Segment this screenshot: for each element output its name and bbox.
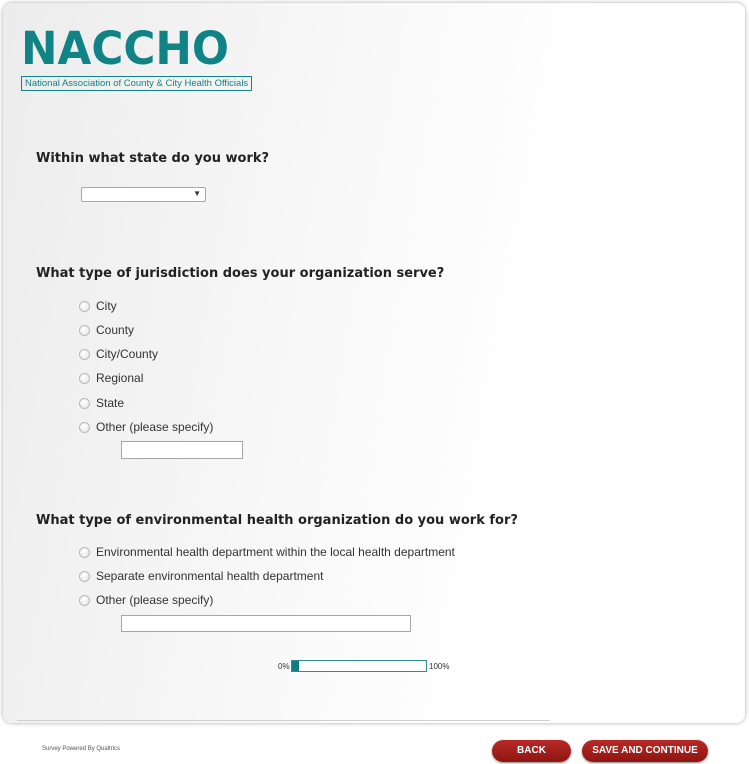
state-select[interactable] xyxy=(81,187,206,202)
option-label: Environmental health department within the local health department xyxy=(96,545,455,559)
option-label: Separate environmental health department xyxy=(96,569,324,583)
radio-button[interactable] xyxy=(79,547,90,558)
divider xyxy=(17,720,550,721)
back-button[interactable]: BACK xyxy=(492,740,571,762)
eh-other-input[interactable] xyxy=(121,615,411,632)
option-label: City/County xyxy=(96,347,159,361)
progress-start-label: 0% xyxy=(278,662,290,671)
radio-button[interactable] xyxy=(79,373,90,384)
radio-button[interactable] xyxy=(79,301,90,312)
logo-wordmark: NACCHO xyxy=(21,22,230,75)
radio-button[interactable] xyxy=(79,571,90,582)
progress-fill xyxy=(292,661,299,671)
option-label: State xyxy=(96,396,125,410)
option-label: Regional xyxy=(96,371,144,385)
jurisdiction-other-input[interactable] xyxy=(121,441,243,459)
radio-button[interactable] xyxy=(79,349,90,360)
progress-end-label: 100% xyxy=(429,662,450,671)
radio-button[interactable] xyxy=(79,595,90,606)
radio-button[interactable] xyxy=(79,422,90,433)
radio-button[interactable] xyxy=(79,325,90,336)
save-and-continue-button[interactable]: SAVE AND CONTINUE xyxy=(582,740,708,762)
logo-subtitle: National Association of County & City Health Officials xyxy=(21,76,252,91)
option-label: City xyxy=(96,299,117,313)
option-label: Other (please specify) xyxy=(96,593,214,607)
option-label: County xyxy=(96,323,135,337)
option-label: Other (please specify) xyxy=(96,420,214,434)
naccho-logo xyxy=(21,22,273,91)
powered-by-text: Survey Powered By Qualtrics xyxy=(42,746,121,752)
chevron-down-icon: ▼ xyxy=(193,189,201,198)
question-state: Within what state do you work? xyxy=(36,151,270,166)
progress-bar xyxy=(291,660,427,672)
question-eh-organization: What type of environmental health organization do you work for? xyxy=(36,513,518,528)
question-jurisdiction: What type of jurisdiction does your organization serve? xyxy=(36,266,445,281)
radio-button[interactable] xyxy=(79,398,90,409)
